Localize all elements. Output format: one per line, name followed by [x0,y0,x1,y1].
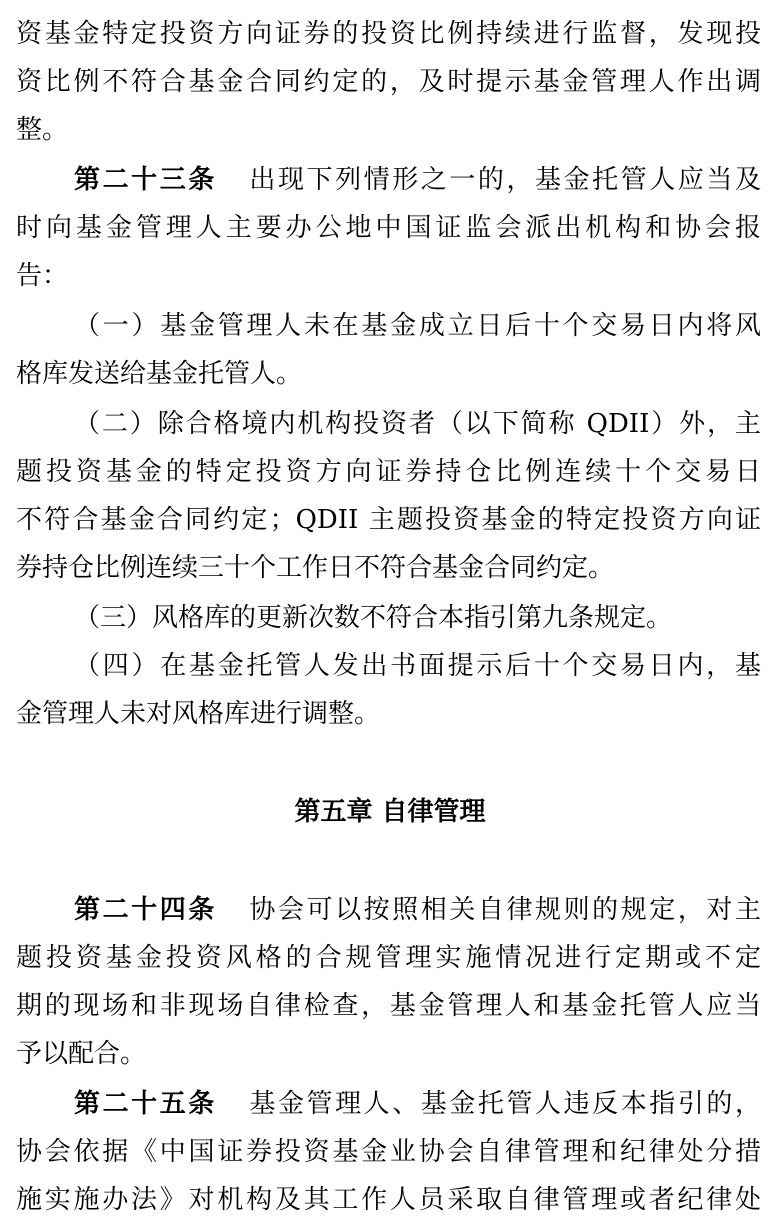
paragraph-line: 时向基金管理人主要办公地中国证监会派出机构和协会报 [16,213,761,243]
list-item-line: （三）风格库的更新次数不符合本指引第九条规定。 [74,603,673,633]
article-25-text: 基金管理人、基金托管人违反本指引的， [246,1089,761,1119]
paragraph-line: 予以配合。 [16,1039,147,1069]
list-item-line: （四）在基金托管人发出书面提示后十个交易日内，基 [74,651,761,681]
list-item-line: （一）基金管理人未在基金成立日后十个交易日内将风 [74,311,761,341]
list-item-line: 券持仓比例连续三十个工作日不符合基金合同约定。 [16,553,615,583]
paragraph-line: 协会依据《中国证券投资基金业协会自律管理和纪律处分措 [16,1137,761,1167]
article-23-text: 出现下列情形之一的，基金托管人应当及 [246,165,761,195]
paragraph-line: 资比例不符合基金合同约定的，及时提示基金管理人作出调 [16,67,761,97]
list-item-line: （二）除合格境内机构投资者（以下简称 QDII）外，主 [74,409,761,439]
list-item-line: 格库发送给基金托管人。 [16,359,303,389]
article-24-line [74,890,761,930]
article-25-label: 第二十五条 [74,1089,217,1119]
article-24-label: 第二十四条 [74,895,217,925]
paragraph-line: 题投资基金投资风格的合规管理实施情况进行定期或不定 [16,943,761,973]
list-item-line: 金管理人未对风格库进行调整。 [16,699,381,729]
article-25-line [74,1084,761,1124]
paragraph-line: 施实施办法》对机构及其工作人员采取自律管理或者纪律处 [16,1185,761,1215]
chapter-heading: 第五章 自律管理 [294,797,486,827]
paragraph-line: 期的现场和非现场自律检查，基金管理人和基金托管人应当 [16,991,761,1021]
article-23-line [74,160,761,200]
list-item-line: 不符合基金合同约定；QDII 主题投资基金的特定投资方向证 [16,505,761,535]
paragraph-line: 告： [16,261,69,291]
paragraph-line: 整。 [16,115,69,145]
article-23-label: 第二十三条 [74,165,217,195]
list-item-line: 题投资基金的特定投资方向证券持仓比例连续十个交易日 [16,457,761,487]
paragraph-line: 资基金特定投资方向证券的投资比例持续进行监督，发现投 [16,19,761,49]
article-24-text: 协会可以按照相关自律规则的规定，对主 [246,895,761,925]
